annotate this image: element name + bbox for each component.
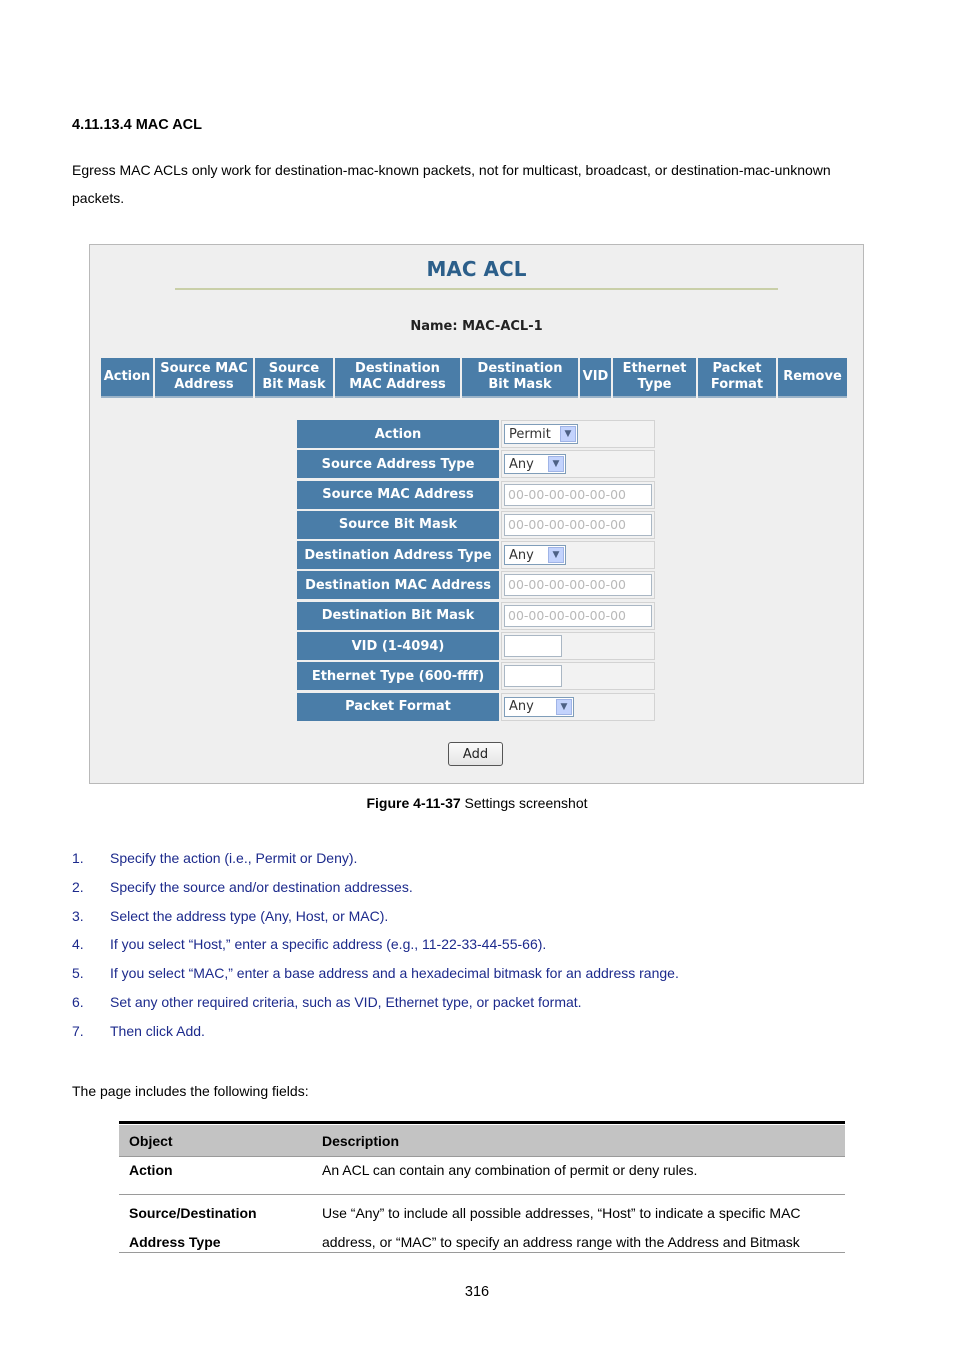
- col-remove: Remove: [778, 358, 847, 398]
- list-item: [72, 936, 892, 965]
- packet-format-select[interactable]: [504, 697, 574, 717]
- vid-cell: [501, 632, 655, 660]
- row-destination-mask: [297, 602, 655, 630]
- step-text: Specify the action (i.e., Permit or Deny).: [110, 850, 358, 866]
- col-source-mac: Source MAC Address: [155, 358, 253, 398]
- row-object-line: Address Type: [129, 1234, 221, 1250]
- col-destination-mac: Destination MAC Address: [335, 358, 460, 398]
- acl-rules-header: [101, 358, 853, 398]
- section-heading: 4.11.13.4 MAC ACL: [72, 117, 203, 133]
- screenshot-panel: [89, 244, 864, 784]
- acl-name-label: Name: MAC-ACL-1: [410, 319, 543, 334]
- source-type-cell: [501, 450, 655, 478]
- col-vid: VID: [580, 358, 611, 398]
- source-mac-input[interactable]: 00-00-00-00-00-00: [504, 484, 652, 506]
- row-ethernet-type: [297, 662, 655, 690]
- figure-caption-text: Settings screenshot: [460, 795, 588, 811]
- destination-mac-cell: [501, 571, 655, 599]
- row-action: [297, 420, 655, 448]
- destination-mask-cell: [501, 602, 655, 630]
- table-row: [119, 1195, 845, 1253]
- list-item: [72, 879, 892, 908]
- add-rule-form: [297, 420, 655, 723]
- row-destination-mac: [297, 571, 655, 599]
- fields-intro: The page includes the following fields:: [72, 1083, 309, 1099]
- col-action: Action: [101, 358, 153, 398]
- title-divider: [175, 288, 778, 290]
- col-destination-mask: Destination Bit Mask: [462, 358, 578, 398]
- list-item: [72, 850, 892, 879]
- row-source-type: [297, 450, 655, 478]
- destination-mask-label: Destination Bit Mask: [297, 602, 499, 630]
- step-number: 7.: [72, 1022, 84, 1039]
- vid-input[interactable]: [504, 635, 562, 657]
- step-text: If you select “Host,” enter a specific address (e.g., 11-22-33-44-55-66).: [110, 936, 547, 953]
- step-text: Set any other required criteria, such as VID, Ethernet type, or packet format.: [110, 993, 582, 1010]
- row-object: [119, 1199, 312, 1252]
- ethernet-type-cell: [501, 662, 655, 690]
- col-source-mask: Source Bit Mask: [255, 358, 333, 398]
- list-item: [72, 1023, 892, 1052]
- destination-type-select[interactable]: [504, 545, 566, 565]
- step-number: 1.: [72, 850, 84, 866]
- table-row: [119, 1157, 845, 1195]
- chevron-down-icon: ▼: [556, 699, 572, 715]
- vid-label: VID (1-4094): [297, 632, 499, 660]
- step-text: Then click Add.: [110, 1022, 205, 1039]
- steps-list: [72, 850, 892, 1052]
- col-ethernet-type: Ethernet Type: [613, 358, 696, 398]
- destination-mask-input[interactable]: 00-00-00-00-00-00: [504, 605, 652, 627]
- destination-type-label: Destination Address Type: [297, 541, 499, 569]
- destination-type-cell: [501, 541, 655, 569]
- ethernet-type-label: Ethernet Type (600-ffff): [297, 662, 499, 690]
- row-vid: [297, 632, 655, 660]
- figure-number: Figure 4-11-37: [366, 795, 461, 811]
- panel-title: MAC ACL: [426, 257, 527, 281]
- chevron-down-icon: ▼: [560, 426, 576, 442]
- packet-format-value: Any: [509, 699, 534, 715]
- row-description: An ACL can contain any combination of permit or deny rules.: [322, 1162, 698, 1178]
- step-number: 6.: [72, 993, 84, 1010]
- ethernet-type-input[interactable]: [504, 665, 562, 687]
- row-description-line: Use “Any” to include all possible addresses, “Host” to indicate a specific MAC: [322, 1205, 801, 1221]
- step-number: 4.: [72, 936, 84, 953]
- action-label: Action: [297, 420, 499, 448]
- chevron-down-icon: ▼: [548, 547, 564, 563]
- row-object: Action: [129, 1162, 173, 1178]
- row-description: [312, 1199, 845, 1252]
- destination-mac-label: Destination MAC Address: [297, 571, 499, 599]
- row-source-mask: [297, 511, 655, 539]
- step-number: 2.: [72, 878, 84, 895]
- step-number: 3.: [72, 907, 84, 924]
- row-description-line: address, or “MAC” to specify an address range with the Address and Bitmask: [322, 1234, 800, 1250]
- fields-table: [119, 1121, 845, 1253]
- row-packet-format: [297, 693, 655, 721]
- source-mask-label: Source Bit Mask: [297, 511, 499, 539]
- source-mask-input[interactable]: 00-00-00-00-00-00: [504, 514, 652, 536]
- action-select-value: Permit: [509, 426, 551, 442]
- packet-format-label: Packet Format: [297, 693, 499, 721]
- page-number: 316: [464, 1284, 490, 1300]
- list-item: [72, 908, 892, 937]
- action-cell: [501, 420, 655, 448]
- table-header: [119, 1124, 845, 1157]
- source-type-value: Any: [509, 456, 534, 472]
- destination-type-value: Any: [509, 547, 534, 563]
- source-mask-cell: [501, 511, 655, 539]
- header-description: Description: [322, 1132, 400, 1149]
- row-source-mac: [297, 481, 655, 509]
- source-mac-label: Source MAC Address: [297, 481, 499, 509]
- list-item: [72, 994, 892, 1023]
- step-text: Specify the source and/or destination addresses.: [110, 878, 413, 895]
- add-button[interactable]: Add: [448, 742, 503, 766]
- step-text: Select the address type (Any, Host, or MAC).: [110, 907, 389, 924]
- action-select[interactable]: [504, 424, 578, 444]
- source-type-label: Source Address Type: [297, 450, 499, 478]
- intro-paragraph: Egress MAC ACLs only work for destination-mac-known packets, not for multicast, broadcast, or destination-mac-unknown packets.: [72, 162, 831, 206]
- step-number: 5.: [72, 965, 84, 982]
- step-text: If you select “MAC,” enter a base address and a hexadecimal bitmask for an address range.: [110, 965, 679, 982]
- figure-caption: [0, 795, 954, 811]
- col-packet-format: Packet Format: [698, 358, 776, 398]
- header-object: Object: [129, 1132, 173, 1149]
- destination-mac-input[interactable]: 00-00-00-00-00-00: [504, 574, 652, 596]
- list-item: [72, 965, 892, 994]
- source-type-select[interactable]: [504, 454, 566, 474]
- chevron-down-icon: ▼: [548, 456, 564, 472]
- source-mac-cell: [501, 481, 655, 509]
- row-object-line: Source/Destination: [129, 1205, 257, 1221]
- row-destination-type: [297, 541, 655, 569]
- packet-format-cell: [501, 693, 655, 721]
